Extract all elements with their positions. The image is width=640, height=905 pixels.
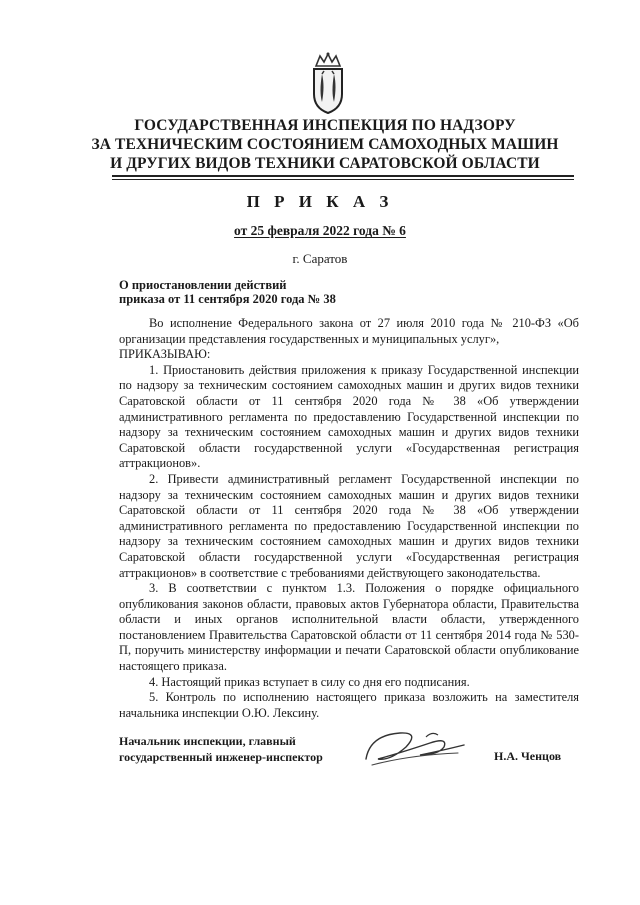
subject-line-2: приказа от 11 сентября 2020 года № 38 (119, 292, 336, 306)
body-item-4: 4. Настоящий приказ вступает в силу со дня его подписания. (149, 674, 470, 689)
header-rule-thin (112, 179, 574, 180)
order-city: г. Саратов (292, 251, 348, 266)
header-rule-thick (112, 175, 574, 177)
signature-block (0, 733, 640, 793)
body-item-3: 3. В соответствии с пунктом 1.3. Положения о порядке официального опубликования законов области, правовых актов Губернатора области, Правительства области и иных органов исполнительной власти области, утвержденного постановлением Правительства Саратовской области от 11 сентября 2014 года № 530-П, поручить министерству информации и печати Саратовской области опубликование настоящего приказа. (119, 581, 579, 674)
agency-line-3: И ДРУГИХ ВИДОВ ТЕХНИКИ САРАТОВСКОЙ ОБЛАСТИ (110, 155, 540, 172)
subject-line-1: О приостановлении действий (119, 278, 287, 292)
order-subject (119, 278, 459, 306)
body-decree: ПРИКАЗЫВАЮ: (119, 347, 211, 362)
signatory-position (119, 733, 379, 765)
body-item-2: 2. Привести административный регламент Государственной инспекции по надзору за техническим состоянием самоходных машин и других видов техники Саратовской области от 11 сентября 2020 года № 38 «Об утверждении административного регламента по предоставлению Государственной инспекции по надзору за техническим состоянием самоходных машин и других видов техники Саратовской области государственной услуги «Государственная регистрация аттракционов» в соответствие с требованиями действующего законодательства. (119, 471, 579, 580)
order-body (119, 316, 579, 721)
agency-line-1: ГОСУДАРСТВЕННАЯ ИНСПЕКЦИЯ ПО НАДЗОРУ (134, 117, 516, 134)
agency-name (60, 116, 590, 173)
order-date-text: от 25 февраля 2022 года № 6 (234, 223, 406, 238)
handwritten-signature-icon (360, 725, 470, 773)
saratov-coat-of-arms-icon (300, 52, 356, 116)
body-item-1: 1. Приостановить действия приложения к приказу Государственной инспекции по надзору за техническим состоянием самоходных машин и других видов техники Саратовской области от 11 сентября 2020 года № 38 «Об утверждении административного регламента по предоставлению Государственной инспекции по надзору за техническим состоянием самоходных машин и других видов техники Саратовской области государственной услуги «Государственная регистрация аттракционов». (119, 362, 579, 471)
agency-line-2: ЗА ТЕХНИЧЕСКИМ СОСТОЯНИЕМ САМОХОДНЫХ МАШИН (91, 136, 559, 153)
signatory-name: Н.А. Ченцов (494, 749, 562, 763)
body-item-5: 5. Контроль по исполнению настоящего приказа возложить на заместителя начальника инспекции О.Ю. Лексину. (119, 690, 579, 720)
document-title: П Р И К А З (246, 192, 394, 211)
position-line-1: Начальник инспекции, главный (119, 734, 296, 748)
body-preamble: Во исполнение Федерального закона от 27 июля 2010 года № 210-ФЗ «Об организации представления государственных и муниципальных услуг», (119, 316, 579, 346)
position-line-2: государственный инженер-инспектор (119, 750, 323, 764)
order-date-number (0, 223, 640, 239)
